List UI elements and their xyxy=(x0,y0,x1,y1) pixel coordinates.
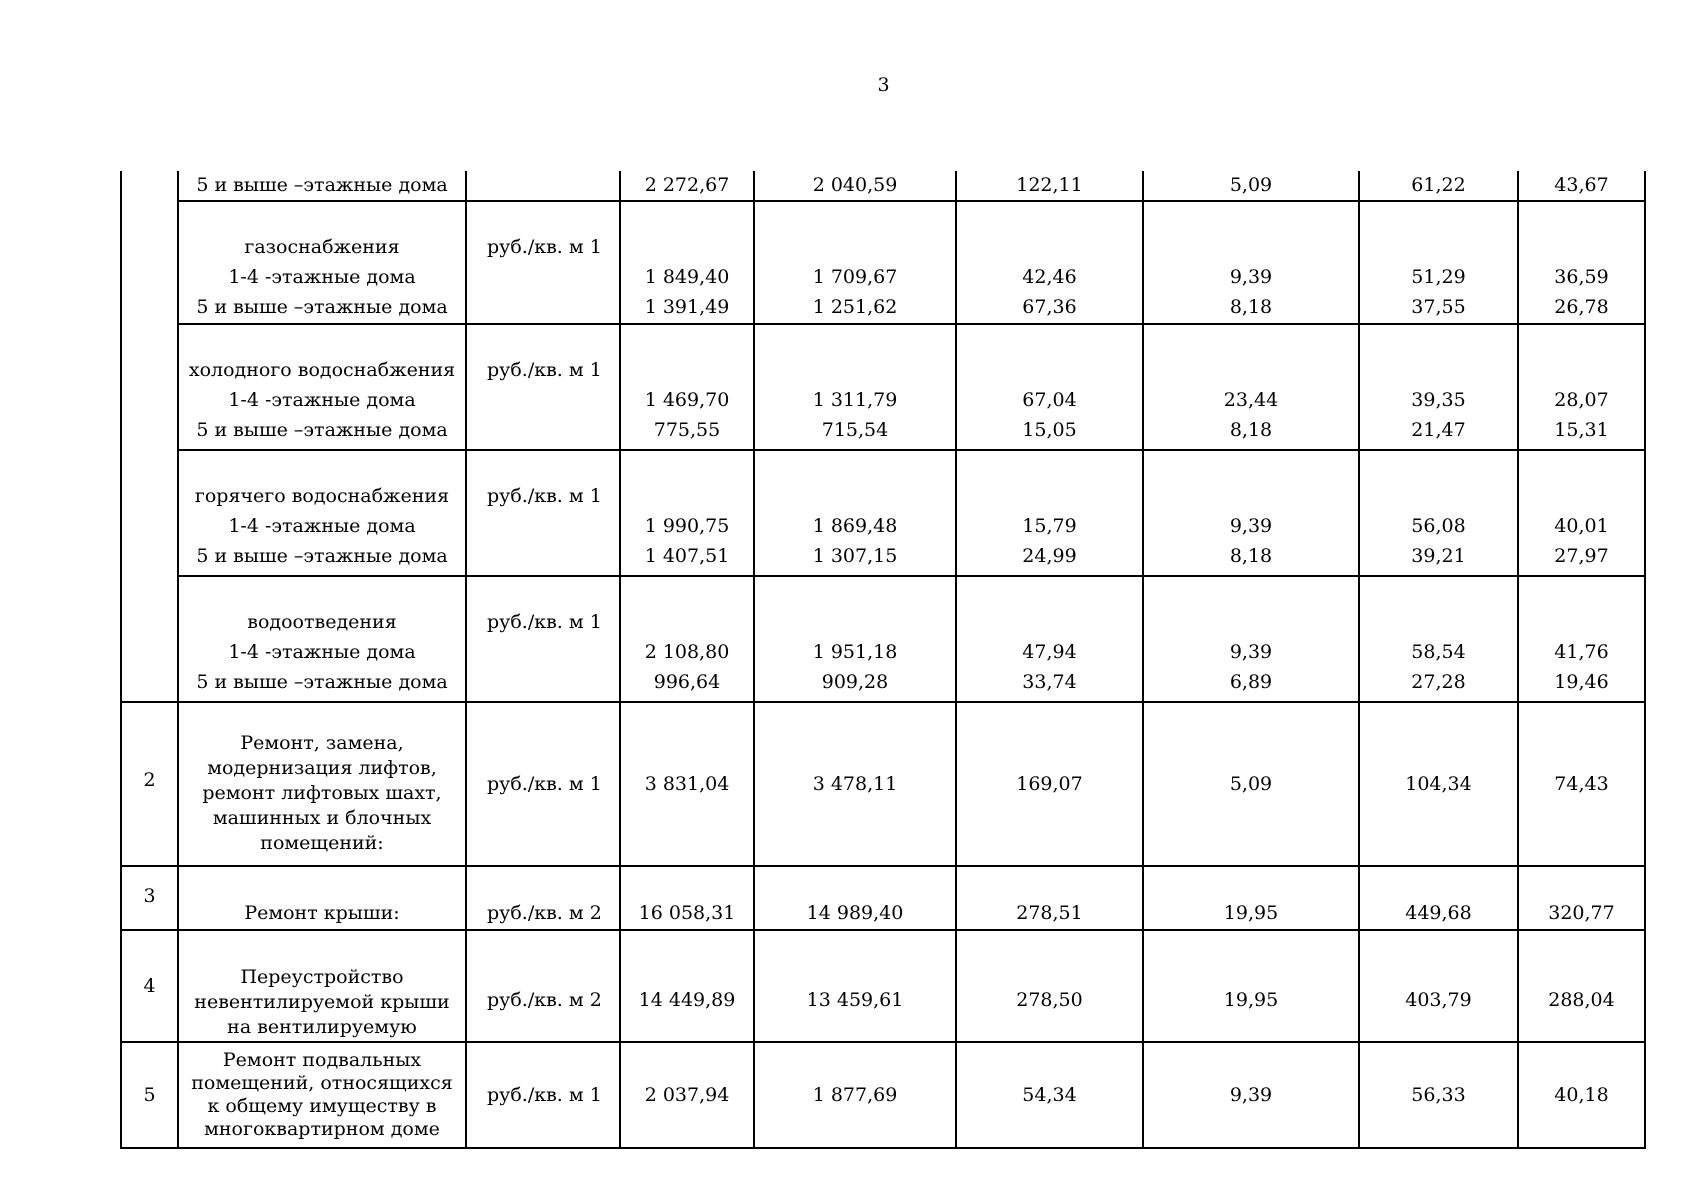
unit-label: руб./кв. м 1 xyxy=(487,236,602,258)
value-cell: 5,09 xyxy=(1143,171,1359,201)
unit-cell xyxy=(466,576,620,702)
value-cell: 13 459,61 xyxy=(754,930,956,1042)
value-cell: 58,54 27,28 xyxy=(1359,576,1518,702)
unit-cell xyxy=(466,201,620,324)
value-cell: 16 058,31 xyxy=(620,866,754,930)
value-cell: 56,08 39,21 xyxy=(1359,450,1518,576)
value-cell: 9,39 8,18 xyxy=(1143,450,1359,576)
value-cell: 54,34 xyxy=(956,1042,1143,1148)
row-name: 5 и выше –этажные дома xyxy=(178,171,466,201)
table-row xyxy=(121,171,1645,201)
value-cell: 278,50 xyxy=(956,930,1143,1042)
value-cell: 19,95 xyxy=(1143,866,1359,930)
row-name: 5 и выше –этажные дома xyxy=(196,671,448,693)
row-name: Ремонт подвальных помещений, относящихся к общему имуществу в многоквартирном доме xyxy=(178,1042,466,1148)
value-cell: 2 037,94 xyxy=(620,1042,754,1148)
group-name-cell xyxy=(178,576,466,702)
value-cell: 41,76 19,46 xyxy=(1518,576,1645,702)
value-cell: 2 040,59 xyxy=(754,171,956,201)
value-cell: 2 272,67 xyxy=(620,171,754,201)
value-cell: 40,01 27,97 xyxy=(1518,450,1645,576)
value-cell: 278,51 xyxy=(956,866,1143,930)
unit-label: руб./кв. м 1 xyxy=(487,359,602,381)
value-cell: 1 951,18 909,28 xyxy=(754,576,956,702)
value-cell: 9,39 6,89 xyxy=(1143,576,1359,702)
unit-cell: руб./кв. м 2 xyxy=(466,866,620,930)
value-cell: 320,77 xyxy=(1518,866,1645,930)
value-cell: 1 877,69 xyxy=(754,1042,956,1148)
row-name: 1-4 -этажные дома xyxy=(228,641,416,663)
row-number: 4 xyxy=(121,930,178,1042)
group-name-cell xyxy=(178,450,466,576)
table-row xyxy=(121,866,1645,930)
value-cell: 23,44 8,18 xyxy=(1143,324,1359,450)
value-cell: 169,07 xyxy=(956,702,1143,866)
unit-cell: руб./кв. м 1 xyxy=(466,1042,620,1148)
value-cell: 47,94 33,74 xyxy=(956,576,1143,702)
group-title: газоснабжения xyxy=(244,236,400,258)
row-number: 5 xyxy=(121,1042,178,1148)
value-cell: 1 469,70 775,55 xyxy=(620,324,754,450)
table-row xyxy=(121,1042,1645,1148)
value-cell: 74,43 xyxy=(1518,702,1645,866)
value-cell: 449,68 xyxy=(1359,866,1518,930)
value-cell: 9,39 xyxy=(1143,1042,1359,1148)
page-number: 3 xyxy=(877,74,890,96)
value-cell: 51,29 37,55 xyxy=(1359,201,1518,324)
table-row xyxy=(121,702,1645,866)
value-cell: 5,09 xyxy=(1143,702,1359,866)
index-cell-empty xyxy=(121,171,178,702)
value-cell: 40,18 xyxy=(1518,1042,1645,1148)
value-cell: 288,04 xyxy=(1518,930,1645,1042)
unit-label: руб./кв. м 1 xyxy=(487,611,602,633)
value-cell: 42,46 67,36 xyxy=(956,201,1143,324)
row-name: 1-4 -этажные дома xyxy=(228,389,416,411)
row-name: Переустройство невентилируемой крыши на вентилируемую xyxy=(178,930,466,1042)
value-cell: 28,07 15,31 xyxy=(1518,324,1645,450)
row-name: 1-4 -этажные дома xyxy=(228,515,416,537)
value-cell: 1 709,67 1 251,62 xyxy=(754,201,956,324)
value-cell: 36,59 26,78 xyxy=(1518,201,1645,324)
value-cell: 56,33 xyxy=(1359,1042,1518,1148)
value-cell: 1 869,48 1 307,15 xyxy=(754,450,956,576)
row-name: 5 и выше –этажные дома xyxy=(196,419,448,441)
unit-cell: руб./кв. м 2 xyxy=(466,930,620,1042)
value-cell: 9,39 8,18 xyxy=(1143,201,1359,324)
value-cell: 43,67 xyxy=(1518,171,1645,201)
value-cell: 1 990,75 1 407,51 xyxy=(620,450,754,576)
unit-cell: руб./кв. м 1 xyxy=(466,702,620,866)
table-row xyxy=(121,324,1645,450)
group-title: горячего водоснабжения xyxy=(194,485,450,507)
value-cell: 403,79 xyxy=(1359,930,1518,1042)
row-name: 5 и выше –этажные дома xyxy=(196,545,448,567)
value-cell: 67,04 15,05 xyxy=(956,324,1143,450)
value-cell: 19,95 xyxy=(1143,930,1359,1042)
value-cell: 3 478,11 xyxy=(754,702,956,866)
row-name: 5 и выше –этажные дома xyxy=(196,296,448,318)
value-cell: 14 989,40 xyxy=(754,866,956,930)
table-row xyxy=(121,930,1645,1042)
unit-label: руб./кв. м 1 xyxy=(487,485,602,507)
group-name-cell xyxy=(178,324,466,450)
value-cell: 1 849,40 1 391,49 xyxy=(620,201,754,324)
table-row xyxy=(121,201,1645,324)
row-name: Ремонт, замена, модернизация лифтов, ремонт лифтовых шахт, машинных и блочных помещений: xyxy=(178,702,466,866)
table-row xyxy=(121,576,1645,702)
table-row xyxy=(121,450,1645,576)
value-cell: 14 449,89 xyxy=(620,930,754,1042)
value-cell: 3 831,04 xyxy=(620,702,754,866)
value-cell: 61,22 xyxy=(1359,171,1518,201)
row-number: 2 xyxy=(121,702,178,866)
value-cell: 39,35 21,47 xyxy=(1359,324,1518,450)
value-cell: 15,79 24,99 xyxy=(956,450,1143,576)
unit-cell xyxy=(466,450,620,576)
row-number: 3 xyxy=(121,866,178,930)
row-name: 1-4 -этажные дома xyxy=(228,266,416,288)
value-cell: 1 311,79 715,54 xyxy=(754,324,956,450)
group-title: холодного водоснабжения xyxy=(188,359,456,381)
row-name: Ремонт крыши: xyxy=(178,866,466,930)
value-cell: 2 108,80 996,64 xyxy=(620,576,754,702)
group-name-cell xyxy=(178,201,466,324)
unit-cell-empty xyxy=(466,171,620,201)
unit-cell xyxy=(466,324,620,450)
group-title: водоотведения xyxy=(247,611,397,633)
value-cell: 122,11 xyxy=(956,171,1143,201)
value-cell: 104,34 xyxy=(1359,702,1518,866)
cost-table xyxy=(120,171,1646,1149)
